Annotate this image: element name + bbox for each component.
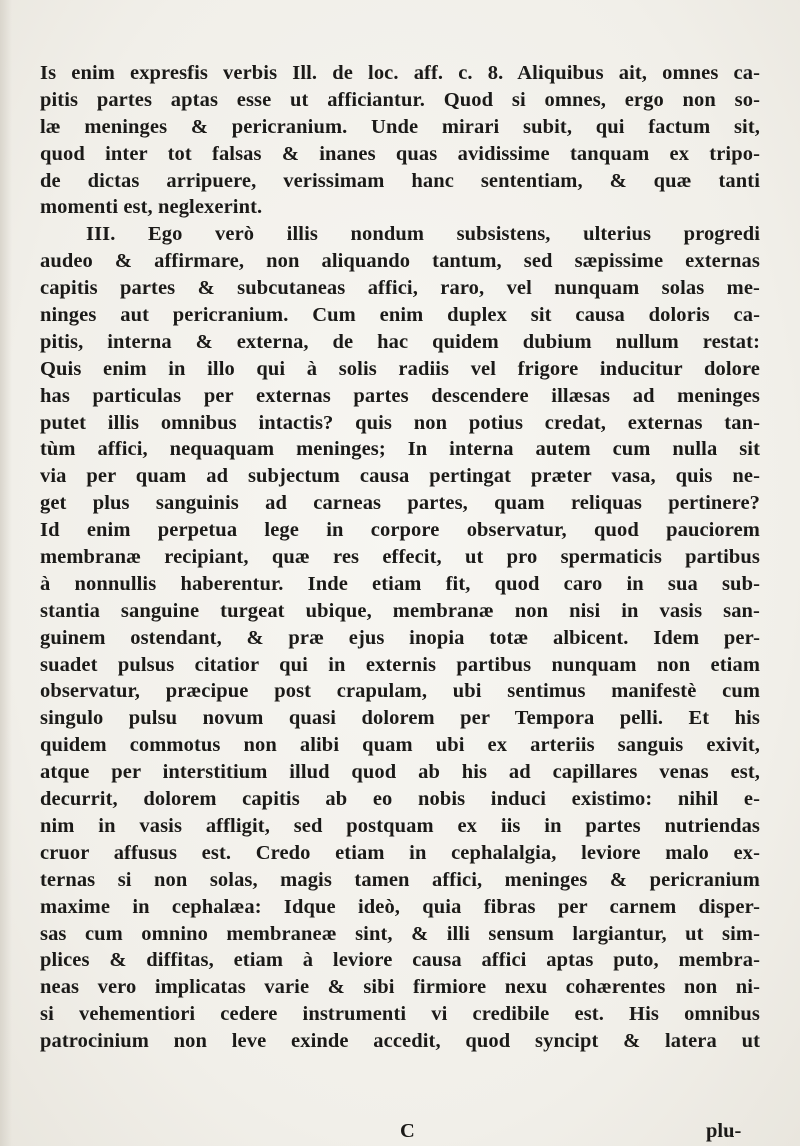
signature-mark: C <box>400 1120 415 1142</box>
text-line: suadet pulsus citatior qui in externis partibus nunquam non etiam <box>40 653 760 676</box>
text-line: tùm affici, nequaquam meninges; In interna autem cum nulla sit <box>40 438 760 461</box>
text-line: plices & diffitas, etiam à leviore causa affici aptas puto, membra- <box>40 949 760 972</box>
text-line: decurrit, dolorem capitis ab eo nobis induci existimo: nihil e- <box>40 788 760 811</box>
text-line: get plus sanguinis ad carneas partes, quam reliquas pertinere? <box>40 492 760 515</box>
text-line: ninges aut pericranium. Cum enim duplex sit causa doloris ca- <box>40 304 760 327</box>
text-line: neas vero implicatas varie & sibi firmiore nexu cohærentes non ni- <box>40 976 760 999</box>
text-line: maxime in cephalæa: Idque ideò, quia fibras per carnem disper- <box>40 895 760 918</box>
text-line: momenti est, neglexerint. <box>40 196 263 219</box>
text-line: læ meninges & pericranium. Unde mirari subit, qui factum sit, <box>40 115 760 138</box>
text-line: stantia sanguine turgeat ubique, membranæ non nisi in vasis san- <box>40 599 760 622</box>
text-line: atque per interstitium illud quod ab his ad capillares venas est, <box>40 761 760 784</box>
text-line: si vehementiori cedere instrumenti vi credibile est. His omnibus <box>40 1003 760 1026</box>
text-line: pitis partes aptas esse ut afficiantur. Quod si omnes, ergo non so- <box>40 88 760 111</box>
text-line: patrocinium non leve exinde accedit, quod syncipt & latera ut <box>40 1030 760 1053</box>
text-line: quod inter tot falsas & inanes quas avidissime tanquam ex tripo- <box>40 142 760 165</box>
text-line: membranæ recipiant, quæ res effecit, ut pro spermaticis partibus <box>40 546 760 569</box>
text-line: guinem ostendant, & præ ejus inopia totæ albicent. Idem per- <box>40 626 760 649</box>
text-line: observatur, præcipue post crapulam, ubi sentimus manifestè cum <box>40 680 760 703</box>
text-line: Is enim expresfis verbis Ill. de loc. aff. c. 8. Aliquibus ait, omnes ca- <box>40 62 760 84</box>
text-line: via per quam ad subjectum causa pertingat præter vasa, quis ne- <box>40 465 760 488</box>
text-line: ternas si non solas, magis tamen affici, meninges & pericranium <box>40 868 760 891</box>
text-line: Id enim perpetua lege in corpore observatur, quod pauciorem <box>40 519 760 542</box>
text-line: singulo pulsu novum quasi dolorem per Tempora pelli. Et his <box>40 707 760 730</box>
latin-text-block <box>40 60 760 1055</box>
page-gutter-shadow <box>0 0 12 1146</box>
text-line: audeo & affirmare, non aliquando tantum, sed sæpissime externas <box>40 250 760 273</box>
text-line: quidem commotus non alibi quam ubi ex arteriis sanguis exivit, <box>40 734 760 757</box>
text-line: cruor affusus est. Credo etiam in cephalalgia, leviore malo ex- <box>40 841 760 864</box>
text-line: has particulas per externas partes descendere illæsas ad meninges <box>40 384 760 407</box>
text-line: nim in vasis affligit, sed postquam ex iis in partes nutriendas <box>40 814 760 837</box>
section-heading-line: III. Ego verò illis nondum subsistens, ulterius progredi <box>86 223 760 246</box>
text-line: de dictas arripuere, verissimam hanc sententiam, & quæ tanti <box>40 169 760 192</box>
text-line: à nonnullis haberentur. Inde etiam fit, quod caro in sua sub- <box>40 572 760 595</box>
text-line: Quis enim in illo qui à solis radiis vel frigore inducitur dolore <box>40 357 760 380</box>
text-line: putet illis omnibus intactis? quis non potius credat, externas tan- <box>40 411 760 434</box>
text-line: pitis, interna & externa, de hac quidem dubium nullum restat: <box>40 330 760 353</box>
text-line: capitis partes & subcutaneas affici, raro, vel nunquam solas me- <box>40 277 760 300</box>
text-line: sas cum omnino membraneæ sint, & illi sensum largiantur, ut sim- <box>40 922 760 945</box>
catchword: plu- <box>706 1120 742 1142</box>
